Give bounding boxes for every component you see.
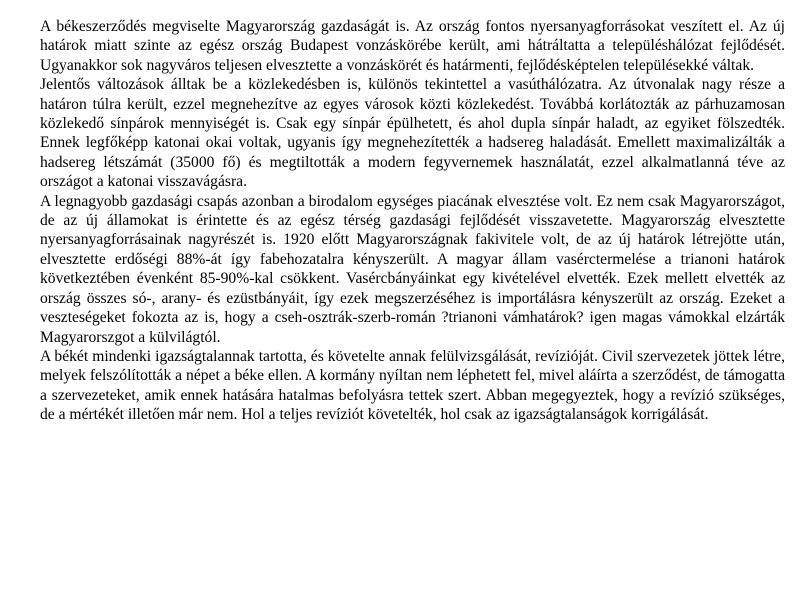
document-body xyxy=(40,17,785,425)
paragraph-market-loss: A legnagyobb gazdasági csapás azonban a birodalom egységes piacának elvesztése volt. Ez nem csak Magyarországot, de az új államokat is érintette és az egész térség gazdasági fejlődését visszavetette. Magyarország elvesztette nyersanyagforrásainak nagyrészét is. 1920 előtt Magyarországnak fakivitele volt, de az új határok létrejötte után, elvesztette erdőségi 88%-át így fabehozatalra kényszerült. A magyar állam vasérctermelése a trianoni határok következtében évenként 85-90%-kal csökkent. Vasércbányáinkat egy kivételével elvették. Ezek mellett elvették az ország összes só-, arany- és ezüstbányáit, így ezek megszerzéséhez is importálásra kényszerült az ország. Ezeket a veszteségeket fokozta az is, hogy a cseh-osztrák-szerb-román ?trianoni vámhatárok? igen magas vámokkal elzárták Magyarorszgot a külvilágtól. xyxy=(40,192,785,346)
paragraph-economy: A békeszerződés megviselte Magyarország gazdaságát is. Az ország fontos nyersanyagforrásokat veszített el. Az új határok miatt szinte az egész ország Budapest vonzáskörébe került, ami hátráltatta a településhálózat fejlődését. Ugyanakkor sok nagyváros teljesen elvesztette a vonzáskörét és határmenti, fejlődésképtelen településekké váltak. xyxy=(40,18,785,74)
paragraph-revision: A békét mindenki igazságtalannak tartotta, és követelte annak felülvizsgálását, revízióját. Civil szervezetek jöttek létre, melyek felszólították a népet a béke ellen. A kormány nyíltan nem léphetett fel, mivel aláírta a szerződést, de támogatta a szervezeteket, amik ennek hatására hatalmas befolyásra tettek szert. Abban megegyeztek, hogy a revízió szükséges, de a mértékét illetően már nem. Hol a teljes revíziót követelték, hol csak az igazságtalanságok korrigálását. xyxy=(40,347,785,424)
paragraph-transport: Jelentős változások álltak be a közlekedésben is, különös tekintettel a vasúthálózatra. Az útvonalak nagy része a határon túlra került, ezzel megnehezítve az egyes városok közti közlekedést. Továbbá korlátozták az párhuzamosan közlekedő sínpárok mennyiségét is. Csak egy sínpár épülhetett, és ahol dupla sínpár haladt, az egyiket fölszedték. Ennek legfőképp katonai okai voltak, ugyanis így megnehezítették a hadsereg haladását. Emellett maximalizálták a hadsereg létszámát (35000 fő) és megtiltották a modern fegyvernemek használatát, ezzel alkalmatlanná téve az országot a katonai visszavágásra. xyxy=(40,76,785,191)
